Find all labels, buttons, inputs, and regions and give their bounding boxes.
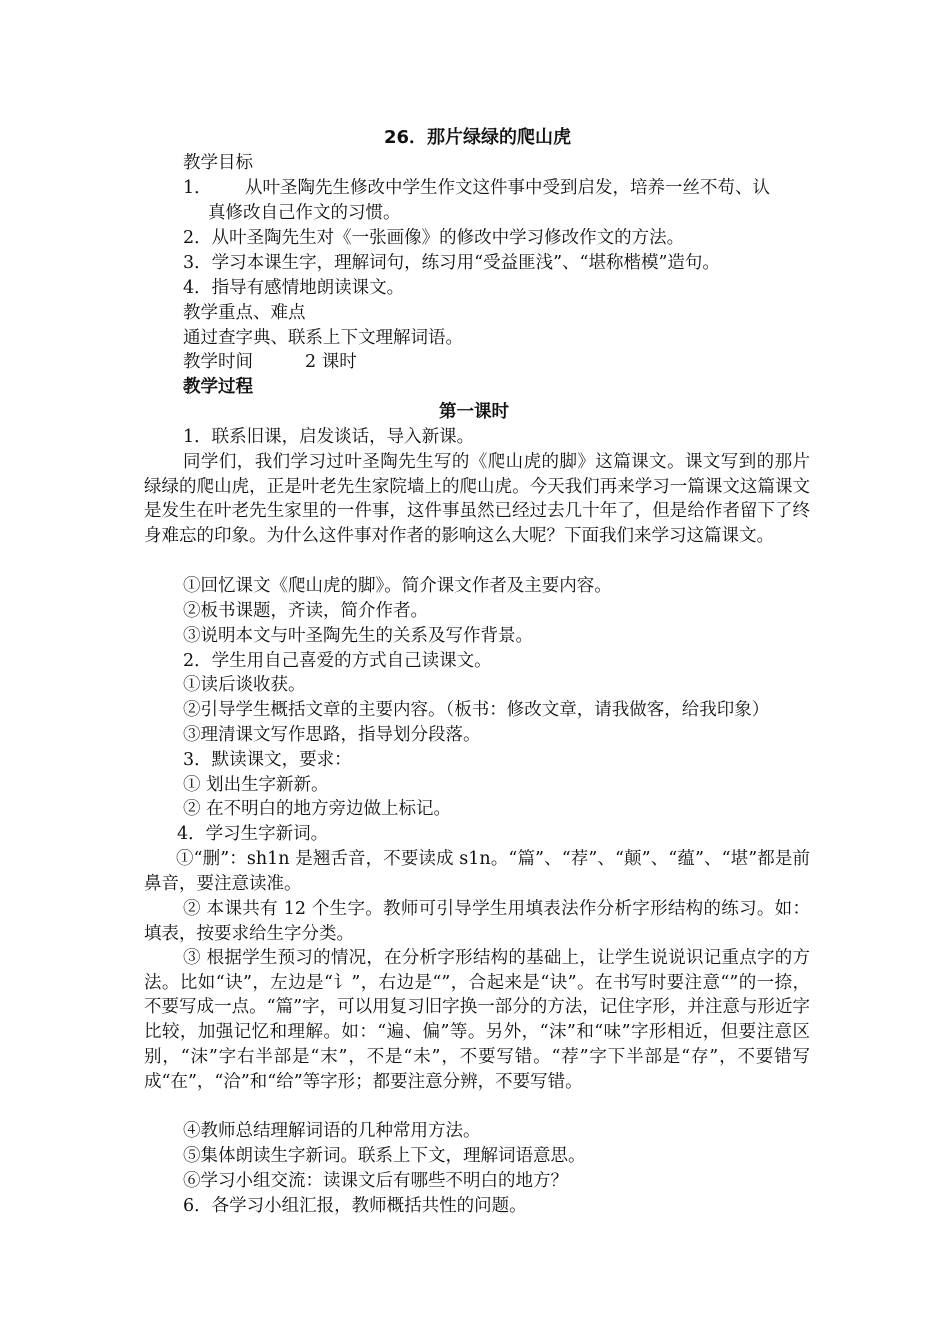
time-value: 2 课时 [305,352,357,372]
step-3-a: ① 划出生字新新。 [183,775,329,795]
key-points-heading: 教学重点、难点 [183,303,306,323]
lesson-1-heading: 第一课时 [439,402,509,422]
step-3: 3．默读课文，要求： [183,750,352,770]
step-1: 1．联系旧课，启发谈话，导入新课。 [183,427,475,447]
paragraph-intro: 同学们，我们学习过叶圣陶先生写的《爬山虎的脚》这篇课文。课文写到的那片绿绿的爬山虎，正是叶老先生家院墙上的爬山虎。今天我们再来学习一篇课文这篇课文是发生在叶老先生家里的一件事，这件事虽然已经过去几十年了，但是给作者留下了终身难忘的印象。为什么这件事对作者的影响这么大呢？下面我们来学习这篇课文。 [144,452,810,547]
process-heading: 教学过程 [183,377,253,397]
step-1-a: ①回忆课文《爬山虎的脚》。简介课文作者及主要内容。 [183,576,612,596]
step-4-f: ⑥学习小组交流：读课文后有哪些不明白的地方？ [183,1171,568,1191]
paragraph-character-count: ② 本课共有 12 个生字。教师可引导学生用填表法作分析字形结构的练习。如：填表，按要求给生字分类。 [144,899,810,944]
step-2-c: ③理清课文写作思路，指导划分段落。 [183,725,481,745]
step-1-b: ②板书课题，齐读，简介作者。 [183,601,428,621]
paragraph-pronunciation: ①“删”：sh1n 是翘舌音，不要读成 s1n。“篇”、“荐”、“颠”、“蕴”、“堪”都是前鼻音，要注意读准。 [144,849,810,894]
step-3-b: ② 在不明白的地方旁边做上标记。 [183,799,452,819]
step-4: 4．学习生字新词。 [177,824,329,844]
goal-1-continuation: 真修改自己作文的习惯。 [208,203,401,223]
step-2-b: ②引导学生概括文章的主要内容。（板书：修改文章，请我做客，给我印象） [183,700,770,720]
goal-1-text: 从叶圣陶先生修改中学生作文这件事中受到启发，培养一丝不苟、认 [245,178,770,198]
goal-2: 2．从叶圣陶先生对《一张画像》的修改中学习修改作文的方法。 [183,228,685,248]
time-label: 教学时间 [183,352,253,372]
goal-3: 3．学习本课生字，理解词句，练习用“受益匪浅”、“堪称楷模”造句。 [183,253,720,273]
step-6: 6．各学习小组汇报，教师概括共性的问题。 [183,1196,527,1216]
key-points-text: 通过查字典、联系上下文理解词语。 [183,328,463,348]
goal-1-number: 1． [183,178,212,198]
step-4-d: ④教师总结理解词语的几种常用方法。 [183,1121,481,1141]
goal-4: 4．指导有感情地朗读课文。 [183,278,405,298]
step-2: 2．学生用自己喜爱的方式自己读课文。 [183,651,492,671]
step-1-c: ③说明本文与叶圣陶先生的关系及写作背景。 [183,626,533,646]
goals-heading: 教学目标 [183,153,253,173]
step-2-a: ①读后谈收获。 [183,675,306,695]
step-4-e: ⑤集体朗读生字新词。联系上下文，理解词语意思。 [183,1146,586,1166]
paragraph-character-structure: ③ 根据学生预习的情况，在分析字形结构的基础上，让学生说说识记重点字的方法。比如“诀”，左边是“讠”，右边是“”，合起来是“诀”。在书写时要注意“”的一捺，不要写成一点。“篇”字，可以用复习旧字换一部分的方法，记住字形，并注意与形近字比较，加强记忆和理解。如：“遍、偏”等。另外，“沫”和“味”字形相近，但要注意区别，“沫”字右半部是“末”，不是“未”，不要写错。“荐”字下半部是“存”，不要错写成“在”，“洽”和“给”等字形；都要注意分辨，不要写错。 [144,948,810,1092]
page-title: 26．那片绿绿的爬山虎 [384,127,572,148]
